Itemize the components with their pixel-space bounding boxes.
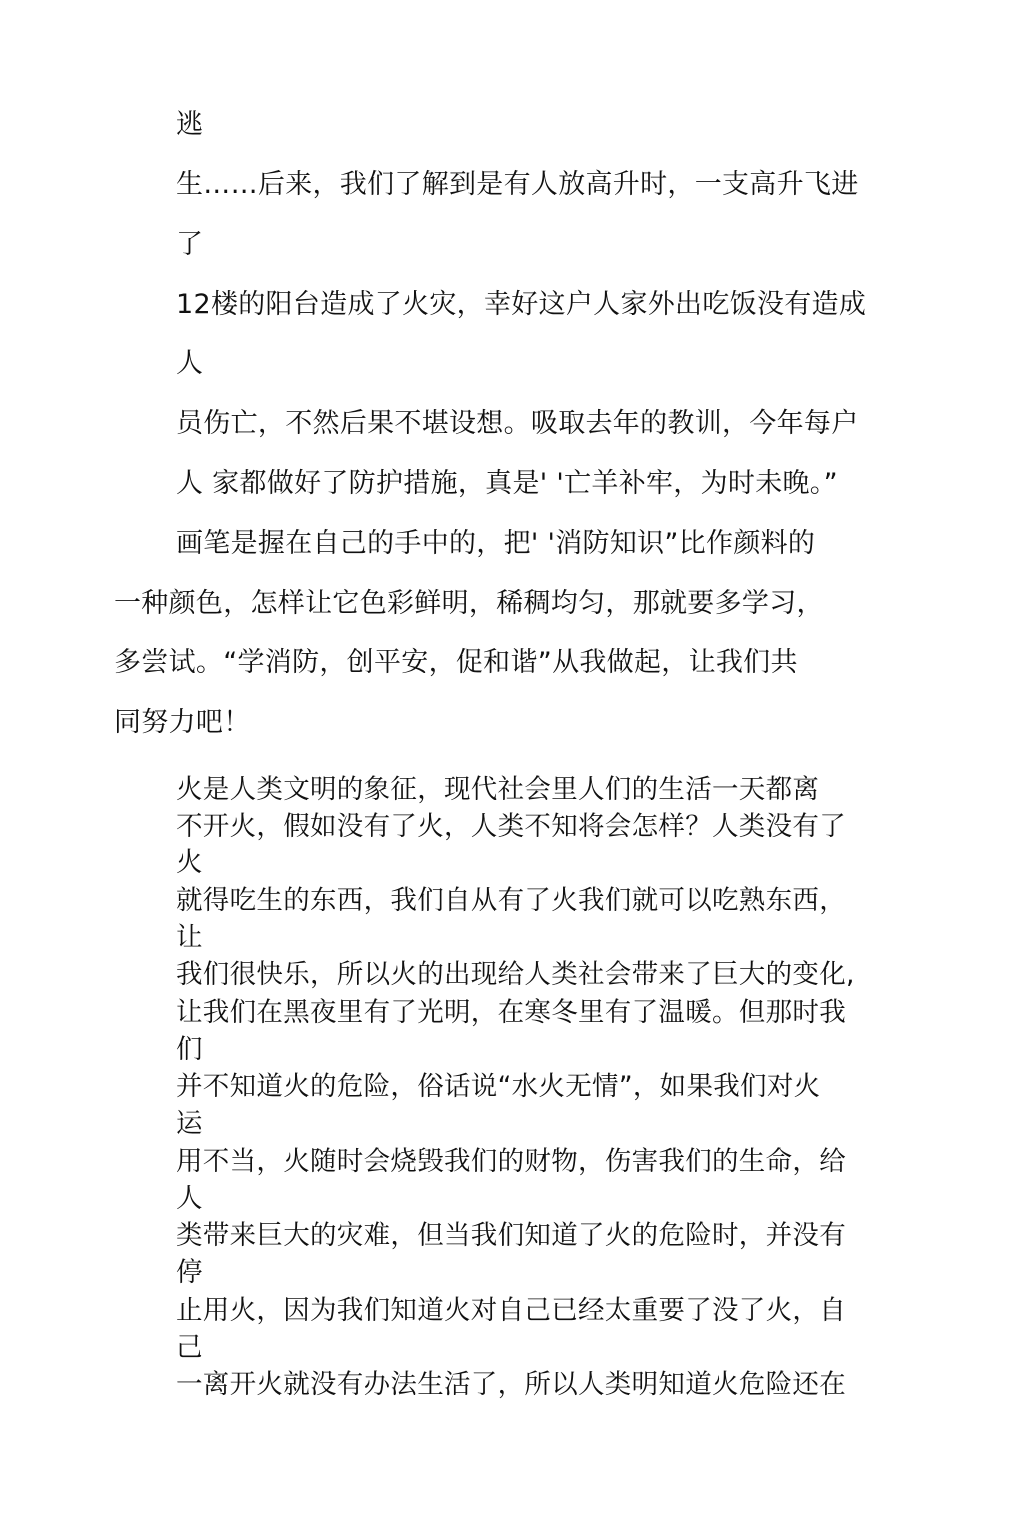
text-line: 人 <box>176 348 204 379</box>
text-line: 止用火，因为我们知道火对自己已经太重要了没了火，自 <box>176 1295 846 1326</box>
text-line: 让我们在黑夜里有了光明，在寒冬里有了温暖。但那时我 <box>176 997 846 1028</box>
text-line: 画笔是握在自己的手中的，把' '消防知识”比作颜料的 <box>176 528 816 559</box>
text-line: 火 <box>176 847 203 878</box>
text-line: 类带来巨大的灾难，但当我们知道了火的危险时，并没有 <box>176 1220 846 1251</box>
text-line: 己 <box>176 1332 203 1363</box>
text-line: 生……后来，我们了解到是有人放高升时，一支高升飞进 <box>176 169 859 200</box>
text-line: 了 <box>176 229 204 260</box>
text-line: 一离开火就没有办法生活了，所以人类明知道火危险还在 <box>176 1369 846 1400</box>
text-line: 并不知道火的危险，俗话说“水火无情”，如果我们对火 <box>176 1071 821 1102</box>
text-line: 员伤亡，不然后果不堪设想。吸取去年的教训，今年每户 <box>176 408 859 439</box>
text-line: 人 家都做好了防护措施，真是' '亡羊补牢，为时未晚。” <box>176 468 838 499</box>
text-line: 逃 <box>176 109 204 140</box>
text-line: 们 <box>176 1034 203 1065</box>
text-line: 我们很快乐，所以火的出现给人类社会带来了巨大的变化, <box>176 959 855 990</box>
text-line: 不开火，假如没有了火，人类不知将会怎样？人类没有了 <box>176 811 846 842</box>
text-line: 停 <box>176 1257 203 1288</box>
text-line: 运 <box>176 1108 203 1139</box>
text-line: 就得吃生的东西，我们自从有了火我们就可以吃熟东西， <box>176 885 846 916</box>
text-line: 让 <box>176 922 203 953</box>
text-line: 用不当，火随时会烧毁我们的财物，伤害我们的生命，给 <box>176 1146 846 1177</box>
text-line: 12楼的阳台造成了火灾，幸好这户人家外出吃饭没有造成 <box>176 289 867 320</box>
text-line: 一种颜色，怎样让它色彩鲜明，稀稠均匀，那就要多学习， <box>114 588 824 619</box>
text-line: 同努力吧！ <box>114 707 251 738</box>
text-line: 人 <box>176 1183 203 1214</box>
text-line: 多尝试。“学消防，创平安，促和谐”从我做起，让我们共 <box>114 647 798 678</box>
text-line: 火是人类文明的象征，现代社会里人们的生活一天都离 <box>176 774 820 805</box>
